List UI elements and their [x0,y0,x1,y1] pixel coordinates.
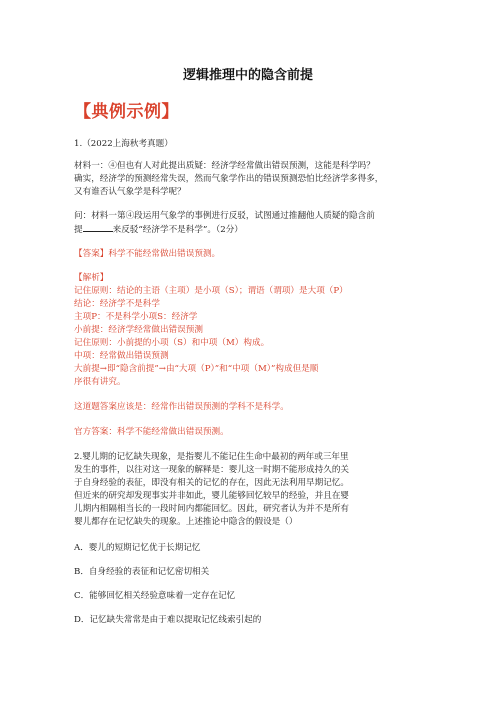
q1-question-line [74,223,243,237]
q2-stem-line: 2.婴儿期的记忆缺失现象，是指婴儿不能记住生命中最初的两年或三年里 [74,452,349,462]
q1-analysis-line: 记住原则：结论的主语（主项）是小项（S）；谓语（谓项）是大项（P） [74,286,348,296]
q2-option-c: C．能够回忆相关经验意味着一定存在记忆 [74,591,236,601]
q1-analysis-line: 大前提→即“隐含前提”→由“大项（P）”和“中项（M）”构成但是顺 [74,364,319,374]
q1-header: 1.（2022上海秋考真题） [74,139,173,149]
q1-official-answer: 官方答案：科学不能经常做出错误预测。 [74,427,229,437]
q1-analysis-line: 中项：经常做出错误预测 [74,351,169,361]
q1-analysis-line: 小前提：经济学经常做出错误预测 [74,325,203,335]
q1-analysis-line: 主项P：不是科学小项S：经济学 [74,312,198,322]
q2-stem-line: 发生的事件，以往对这一现象的解释是：婴儿这一时期不能形成持久的关 [74,465,350,475]
q1-question-prefix: 提 [74,225,83,235]
q1-material-line: 又有谁否认气象学是科学呢？ [74,187,186,197]
q1-material-line: 确实，经济学的预测经常失误，然而气象学作出的错误预测恐怕比经济学多得多， [74,174,384,184]
q2-stem-line: 但近来的研究却发现事实并非如此，婴儿能够回忆较早的经验，并且在婴 [74,491,350,501]
q2-option-d: D．记忆缺失常常是由于难以提取记忆线索引起的 [74,615,262,625]
q1-question-line: 问：材料一第④段运用气象学的事例进行反驳，试图通过推翻他人质疑的隐含前 [74,211,375,221]
q1-material-line: 材料一：④但也有人对此提出质疑：经济学经常做出错误预测，这能是科学吗？ [74,161,375,171]
q2-option-a: A．婴儿的短期记忆优于长期记忆 [74,543,201,553]
q2-stem-line: 于自身经验的表征，即没有相关的记忆的存在，因此无法利用早期记忆。 [74,478,350,488]
q1-analysis-line: 序很有讲究。 [74,377,126,387]
answer-blank [83,223,113,232]
section-heading: 【典例示例】 [74,102,179,122]
q1-answer-should-be: 这道题答案应该是：经常作出错误预测的学科不是科学。 [74,402,289,412]
q1-analysis-line: 记住原则：小前提的小项（S）和中项（M）构成。 [74,338,270,348]
q1-question-suffix: 来反驳“经济学不是科学”。（2分） [112,225,243,235]
q2-stem-line: 儿期内相隔相当长的一段时间内都能回忆。因此，研究者认为并不是所有 [74,504,350,514]
q1-answer: 【答案】科学不能经常做出错误预测。 [74,249,221,259]
q2-option-b: B．自身经验的表征和记忆密切相关 [74,567,210,577]
q2-stem-line: 婴儿都存在记忆缺失的现象。上述推论中隐含的假设是（） [74,517,298,527]
q1-analysis-line: 【解析】 [74,273,109,283]
page-title: 逻辑推理中的隐含前提 [182,68,313,83]
q1-analysis-line: 结论：经济学不是科学 [74,299,160,309]
